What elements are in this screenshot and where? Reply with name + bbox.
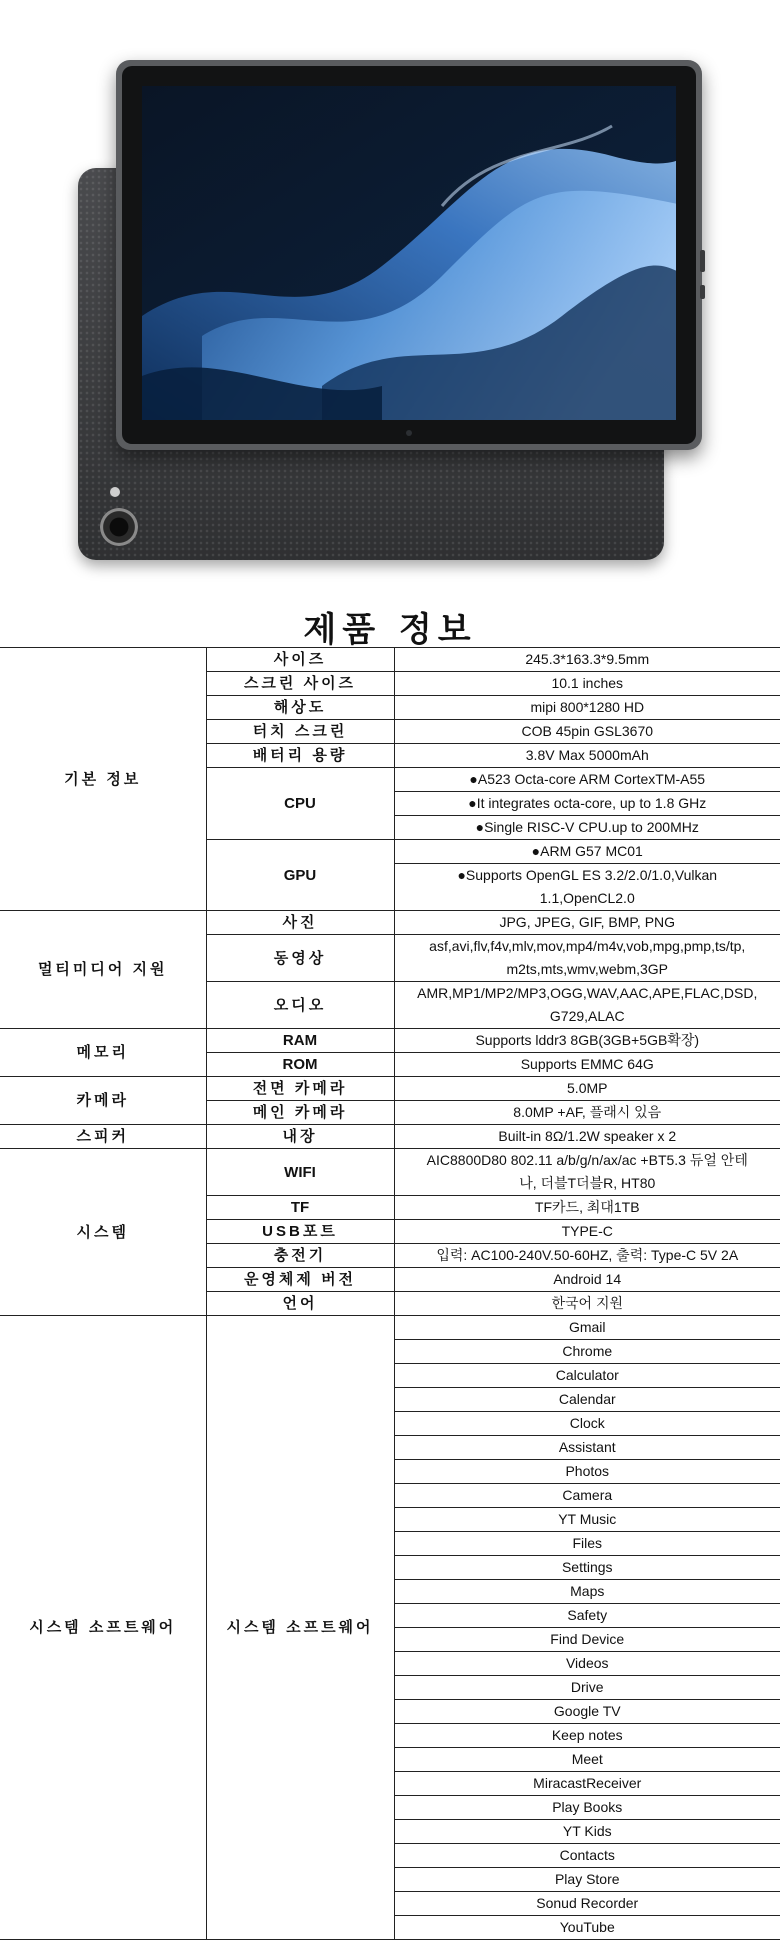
app-list-item: Settings [394,1556,780,1580]
tablet-front-view [116,60,702,450]
item-value: 3.8V Max 5000mAh [394,744,780,768]
item-value: m2ts,mts,wmv,webm,3GP [394,958,780,982]
item-value: COB 45pin GSL3670 [394,720,780,744]
app-list-item: Drive [394,1676,780,1700]
page-title: 제품 정보 [303,610,477,650]
camera-flash [110,487,120,497]
item-label: 터치 스크린 [206,720,394,744]
item-value: ●ARM G57 MC01 [394,840,780,864]
app-list-item: Google TV [394,1700,780,1724]
item-value: ●A523 Octa-core ARM CortexTM-A55 [394,768,780,792]
item-value: TYPE-C [394,1220,780,1244]
app-list-item: Find Device [394,1628,780,1652]
item-value: TF카드, 최대1TB [394,1196,780,1220]
volume-button [700,250,705,272]
item-value: G729,ALAC [394,1005,780,1029]
item-label: GPU [206,840,394,911]
app-list-item: YT Kids [394,1820,780,1844]
table-row [0,1077,780,1101]
item-label: WIFI [206,1149,394,1196]
item-value: 5.0MP [394,1077,780,1101]
item-label: 동영상 [206,935,394,982]
item-value: Android 14 [394,1268,780,1292]
category-memory: 메모리 [0,1029,206,1077]
item-label: 사이즈 [206,648,394,672]
app-list-item: Chrome [394,1340,780,1364]
category-multimedia: 멀티미디어 지원 [0,911,206,1029]
item-value: JPG, JPEG, GIF, BMP, PNG [394,911,780,935]
item-label: 운영체제 버전 [206,1268,394,1292]
table-row [0,1029,780,1053]
table-row [0,911,780,935]
app-list-item: MiracastReceiver [394,1772,780,1796]
app-list-item: Assistant [394,1436,780,1460]
item-label: 충전기 [206,1244,394,1268]
table-row [0,1125,780,1149]
table-row [0,1149,780,1173]
item-label: 시스템 소프트웨어 [206,1316,394,1940]
item-value: mipi 800*1280 HD [394,696,780,720]
item-label: 전면 카메라 [206,1077,394,1101]
app-list-item: Calendar [394,1388,780,1412]
item-value: 1.1,OpenCL2.0 [394,887,780,911]
item-value: AIC8800D80 802.11 a/b/g/n/ax/ac +BT5.3 듀얼 안테 [394,1149,780,1173]
tablet-bezel [122,66,696,444]
item-value: 10.1 inches [394,672,780,696]
table-row [0,648,780,672]
tablet-screen-wallpaper [142,86,676,420]
app-list-item: YT Music [394,1508,780,1532]
app-list-item: Keep notes [394,1724,780,1748]
item-value: ●It integrates octa-core, up to 1.8 GHz [394,792,780,816]
item-label: ROM [206,1053,394,1077]
app-list-item: Play Books [394,1796,780,1820]
item-label: RAM [206,1029,394,1053]
app-list-item: Contacts [394,1844,780,1868]
item-label: TF [206,1196,394,1220]
item-value: asf,avi,flv,f4v,mlv,mov,mp4/m4v,vob,mpg,pmp,ts/tp, [394,935,780,959]
item-label: 오디오 [206,982,394,1029]
rear-camera-lens [100,508,138,546]
category-speaker: 스피커 [0,1125,206,1149]
item-label: 내장 [206,1125,394,1149]
app-list-item: Maps [394,1580,780,1604]
app-list-item: Meet [394,1748,780,1772]
item-label: 배터리 용량 [206,744,394,768]
app-list-item: Photos [394,1460,780,1484]
app-list-item: Sonud Recorder [394,1892,780,1916]
app-list-item: Safety [394,1604,780,1628]
item-value: ●Supports OpenGL ES 3.2/2.0/1.0,Vulkan [394,864,780,888]
item-value: Built-in 8Ω/1.2W speaker x 2 [394,1125,780,1149]
item-label: 사진 [206,911,394,935]
item-value: AMR,MP1/MP2/MP3,OGG,WAV,AAC,APE,FLAC,DSD, [394,982,780,1006]
spec-table [0,647,780,1940]
item-label: USB포트 [206,1220,394,1244]
item-value: 나, 더블T더블R, HT80 [394,1172,780,1196]
power-button [700,285,705,299]
item-label: 언어 [206,1292,394,1316]
item-label: CPU [206,768,394,840]
table-row [0,1316,780,1340]
app-list-item: Videos [394,1652,780,1676]
front-camera-dot [406,430,412,436]
app-list-item: Calculator [394,1364,780,1388]
item-value: ●Single RISC-V CPU.up to 200MHz [394,816,780,840]
app-list-item: Camera [394,1484,780,1508]
app-list-item: Files [394,1532,780,1556]
product-image [0,0,780,580]
app-list-item: Play Store [394,1868,780,1892]
category-camera: 카메라 [0,1077,206,1125]
item-value: 8.0MP +AF, 플래시 있음 [394,1101,780,1125]
item-value: 한국어 지원 [394,1292,780,1316]
item-label: 해상도 [206,696,394,720]
category-basic: 기본 정보 [0,648,206,911]
app-list-item: Gmail [394,1316,780,1340]
item-value: Supports lddr3 8GB(3GB+5GB확장) [394,1029,780,1053]
item-value: 입력: AC100-240V.50-60HZ, 출력: Type-C 5V 2A [394,1244,780,1268]
app-list-item: YouTube [394,1916,780,1940]
category-system: 시스템 [0,1149,206,1316]
item-value: 245.3*163.3*9.5mm [394,648,780,672]
item-label: 스크린 사이즈 [206,672,394,696]
app-list-item: Clock [394,1412,780,1436]
item-value: Supports EMMC 64G [394,1053,780,1077]
category-software: 시스템 소프트웨어 [0,1316,206,1940]
item-label: 메인 카메라 [206,1101,394,1125]
